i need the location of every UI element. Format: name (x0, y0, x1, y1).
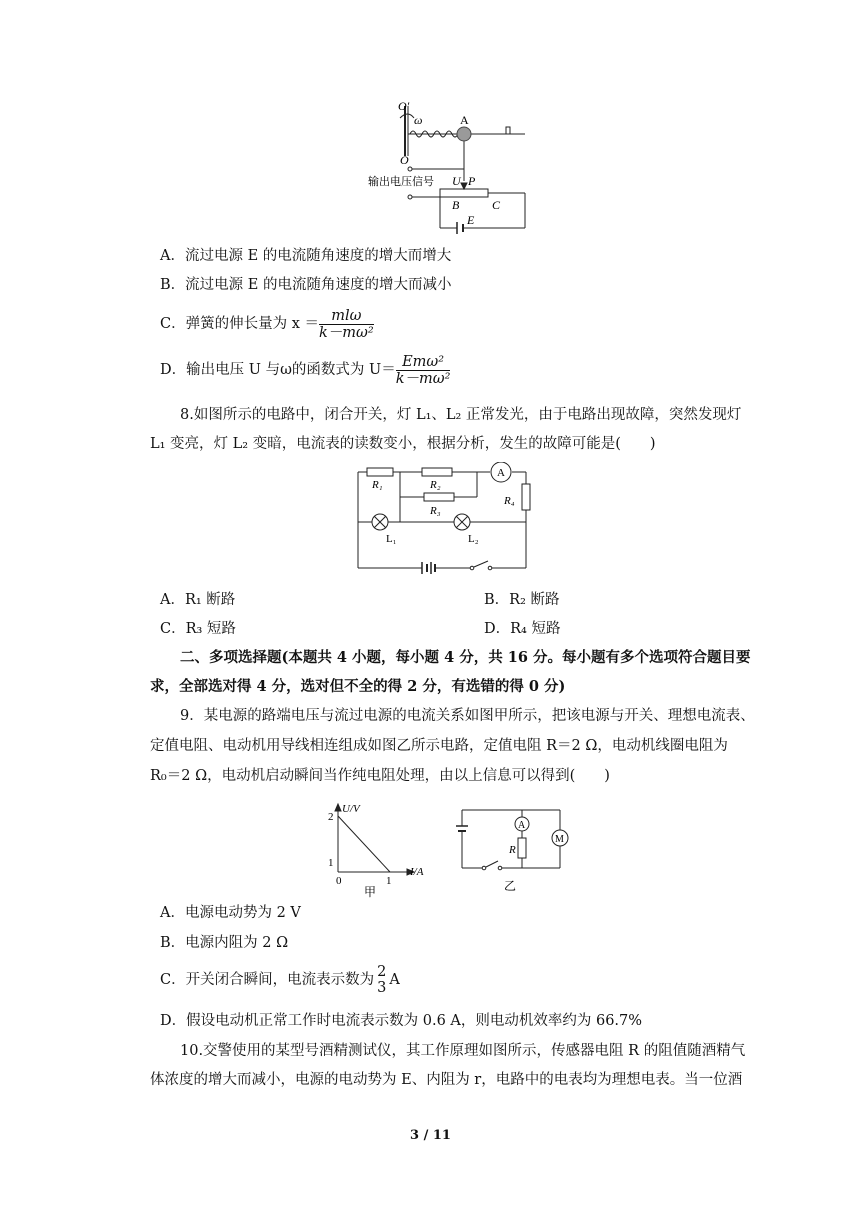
graph-y-tick-1: 1 (328, 857, 334, 869)
label-E: E (467, 213, 475, 227)
label-O-prime: O′ (398, 99, 410, 113)
label-R1: R₁ (372, 479, 383, 491)
fraction-numerator: 2 (377, 964, 387, 980)
fraction-numerator: mlω (319, 308, 374, 325)
graph-ylabel: U/V (342, 803, 360, 815)
q9-stem-line2: 定值电阻、电动机用导线相连组成如图乙所示电路，定值电阻 R＝2 Ω，电动机线圈电阻为 (150, 738, 728, 754)
ammeter-label: A (518, 820, 526, 831)
label-R2: R₂ (430, 479, 441, 491)
rotating-spring-circuit-figure (360, 96, 540, 236)
label-L1: L₁ (386, 533, 397, 545)
label-A: A (460, 113, 469, 127)
section-2-title: 二、多项选择题(本题共 4 小题，每小题 4 分，共 16 分。每小题有多个选项符合题目要 (180, 649, 751, 666)
label-output-signal: 输出电压信号 (368, 176, 434, 188)
fraction-numerator: Emω² (396, 354, 451, 371)
q7-option-a: A．流过电源 E 的电流随角速度的增大而增大 (160, 248, 452, 264)
q7-option-d-text: D．输出电压 U 与ω的函数式为 U＝ (160, 362, 396, 378)
graph-caption: 甲 (364, 885, 377, 899)
q7-option-d-fraction (396, 354, 451, 387)
fraction-denominator: 3 (377, 980, 387, 996)
label-omega: ω (414, 113, 423, 127)
q7-option-c-text: C．弹簧的伸长量为 x ＝ (160, 316, 319, 332)
q10-stem-line1: 10.交警使用的某型号酒精测试仪，其工作原理如图所示，传感器电阻 R 的阻值随酒精气 (180, 1043, 746, 1059)
q8-stem-line1: 8.如图所示的电路中，闭合开关，灯 L₁、L₂ 正常发光，由于电路出现故障，突然发现灯 (180, 407, 742, 423)
label-U: U (452, 174, 461, 188)
fraction-denominator: k－mω² (395, 370, 451, 387)
resistor-label: R (509, 844, 516, 856)
q8-circuit-figure (352, 462, 542, 580)
q8-option-c: C．R₃ 短路 (160, 621, 236, 637)
q8-option-b: B．R₂ 断路 (484, 592, 560, 608)
q9-option-c-fraction (374, 964, 389, 996)
q8-stem-line2: L₁ 变亮，灯 L₂ 变暗，电流表的读数变小，根据分析，发生的故障可能是( ) (150, 436, 656, 452)
circuit-caption: 乙 (504, 879, 517, 893)
q10-stem-line2: 体浓度的增大而减小，电源的电动势为 E、内阻为 r，电路中的电表均为理想电表。当一位酒 (150, 1072, 743, 1088)
q9-option-b: B．电源内阻为 2 Ω (160, 935, 289, 951)
label-R3: R₃ (430, 505, 441, 517)
label-B: B (452, 198, 460, 212)
graph-x-tick-1: 1 (386, 875, 392, 887)
q9-stem-line1: 9．某电源的路端电压与流过电源的电流关系如图甲所示，把该电源与开关、理想电流表、 (180, 708, 755, 724)
q7-option-d (160, 352, 450, 388)
q9-option-c (160, 962, 400, 998)
section-2-title-cont: 求，全部选对得 4 分，选对但不全的得 2 分，有选错的得 0 分) (150, 678, 566, 695)
label-R4: R₄ (504, 495, 515, 507)
q9-option-c-text: C．开关闭合瞬间，电流表示数为 (160, 972, 375, 988)
q9-stem-line3: R₀＝2 Ω，电动机启动瞬间当作纯电阻处理，由以上信息可以得到( ) (150, 768, 610, 784)
q9-graph-jia (318, 800, 436, 900)
label-C: C (492, 198, 501, 212)
q9-option-c-unit: A (389, 972, 400, 988)
q7-option-c-fraction (319, 308, 374, 341)
q8-option-d: D．R₄ 短路 (484, 621, 561, 637)
q7-option-c (160, 306, 374, 342)
motor-label: M (555, 834, 564, 845)
graph-origin: 0 (336, 875, 342, 887)
q9-circuit-yi (452, 800, 572, 900)
fraction-denominator: k－mω² (319, 324, 374, 341)
q9-option-a: A．电源电动势为 2 V (160, 905, 301, 921)
graph-y-tick-2: 2 (328, 811, 334, 823)
q8-option-a: A．R₁ 断路 (160, 592, 236, 608)
label-P: P (468, 174, 476, 188)
label-O: O (400, 153, 409, 167)
graph-xlabel: I/A (410, 866, 424, 878)
q7-option-b: B．流过电源 E 的电流随角速度的增大而减小 (160, 277, 452, 293)
label-L2: L₂ (468, 533, 479, 545)
q9-option-d: D．假设电动机正常工作时电流表示数为 0.6 A，则电动机效率约为 66.7% (160, 1013, 643, 1029)
page-number: 3 / 11 (410, 1128, 451, 1143)
ammeter-label: A (497, 467, 505, 479)
